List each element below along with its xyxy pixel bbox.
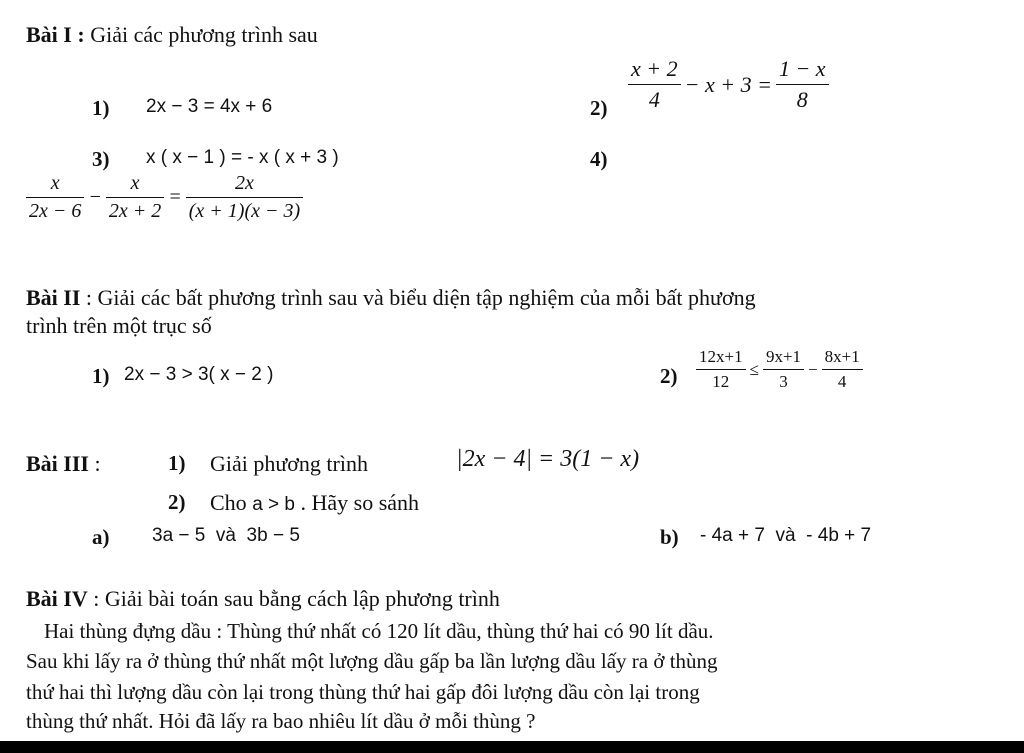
bai2-p2-frac3-den: 4 (837, 372, 847, 391)
bai3-q2-expr: a > b (252, 494, 295, 515)
bai3-q1-label: 1) (168, 451, 186, 475)
bai4-paragraph-line3: thứ hai thì lượng dầu còn lại trong thùng thứ hai gấp đôi lượng dầu còn lại trong (26, 680, 700, 704)
bai2-p2-frac1 (696, 347, 746, 392)
bai1-title-bold: Bài I : (26, 22, 85, 47)
bai1-p4-equation (26, 172, 303, 223)
bai1-p2-frac-left-num: x + 2 (628, 56, 681, 85)
bai3-q2-text-b: . Hãy so sánh (294, 490, 420, 515)
bai1-p4-frac3 (186, 172, 303, 223)
bai3-q2-line (210, 490, 419, 516)
bai3-q1-equation: |2x − 4| = 3(1 − x) (456, 446, 640, 472)
bai3-heading (26, 451, 101, 477)
bai4-title-rest: : Giải bài toán sau bằng cách lập phương trình (87, 586, 500, 611)
bai3-a-expr: 3a − 5 và 3b − 5 (152, 525, 300, 546)
bai3-title-bold: Bài III (26, 451, 89, 476)
bai1-heading (26, 22, 318, 48)
bai1-p2-frac-left-den: 4 (648, 87, 660, 112)
bai1-p4-frac3-den: (x + 1)(x − 3) (188, 200, 301, 222)
bai2-p2-frac3 (822, 347, 863, 392)
bai2-p1-label: 1) (92, 364, 110, 388)
bai4-title-bold: Bài IV (26, 586, 88, 611)
bai1-title-rest: Giải các phương trình sau (84, 22, 318, 47)
bai1-p3-equation: x ( x − 1 ) = - x ( x + 3 ) (146, 147, 339, 168)
bai1-p4-frac1-num: x (26, 172, 84, 198)
bai1-p2-frac-right (776, 56, 829, 113)
bai2-p2-frac1-den: 12 (712, 372, 730, 391)
bai3-a-label: a) (92, 525, 110, 549)
bai4-paragraph-line2: Sau khi lấy ra ở thùng thứ nhất một lượng dầu gấp ba lần lượng dầu lấy ra ở thùng (26, 649, 718, 673)
bai2-p1-inequality: 2x − 3 > 3( x − 2 ) (124, 364, 274, 385)
bai2-title-bold: Bài II (26, 285, 81, 310)
bottom-black-bar (0, 741, 1024, 753)
bai1-p2-frac-left (628, 56, 681, 113)
bai2-p2-frac1-num: 12x+1 (696, 347, 746, 370)
bai1-p4-frac1 (26, 172, 84, 223)
bai3-b-expr: - 4a + 7 và - 4b + 7 (700, 525, 872, 546)
bai1-p1-equation: 2x − 3 = 4x + 6 (146, 96, 273, 117)
bai2-heading-line2: trình trên một trục số (26, 313, 212, 338)
bai1-p4-label: 4) (590, 147, 608, 171)
bai3-q2-label: 2) (168, 490, 186, 514)
bai3-q1-text: Giải phương trình (210, 451, 368, 476)
bai2-p2-frac2-den: 3 (779, 372, 788, 391)
bai2-p2-frac3-num: 8x+1 (822, 347, 863, 370)
bai1-p2-equation (628, 56, 829, 113)
bai1-p4-frac2-den: 2x + 2 (108, 200, 162, 222)
bai2-p2-frac2-num: 9x+1 (763, 347, 804, 370)
bai1-p2-label: 2) (590, 96, 608, 120)
bai2-p2-label: 2) (660, 364, 678, 388)
bai1-p4-frac2-num: x (106, 172, 164, 198)
bai3-title-rest: : (88, 451, 101, 476)
bai2-title-rest: : Giải các bất phương trình sau và biểu diện tập nghiệm của mỗi bất phương (80, 285, 756, 310)
bai1-p1-label: 1) (92, 96, 110, 120)
bai2-heading (26, 285, 756, 311)
bai1-p4-minus: − (88, 186, 102, 208)
bai2-p2-frac2 (763, 347, 804, 392)
bai1-p4-frac2 (106, 172, 164, 223)
bai3-b-label: b) (660, 525, 679, 549)
bai1-p2-frac-right-num: 1 − x (776, 56, 829, 85)
bai1-p3-label: 3) (92, 147, 110, 171)
bai2-p2-inequality (696, 347, 863, 392)
bai1-p2-mid: − x + 3 = (684, 71, 772, 97)
bai4-paragraph-line4: thùng thứ nhất. Hỏi đã lấy ra bao nhiêu lít dầu ở mỗi thùng ? (26, 709, 536, 733)
bai4-heading (26, 586, 500, 612)
bai2-p2-le: ≤ (749, 359, 759, 379)
bai2-p2-minus: − (808, 359, 818, 379)
bai4-paragraph-line1: Hai thùng đựng dầu : Thùng thứ nhất có 120 lít dầu, thùng thứ hai có 90 lít dầu. (44, 619, 714, 643)
bai1-p4-frac3-num: 2x (186, 172, 303, 198)
bai1-p2-frac-right-den: 8 (796, 87, 808, 112)
bai1-p4-frac1-den: 2x − 6 (29, 200, 82, 222)
bai3-q2-text-a: Cho (210, 490, 253, 515)
bai1-p4-eq: = (168, 186, 182, 208)
